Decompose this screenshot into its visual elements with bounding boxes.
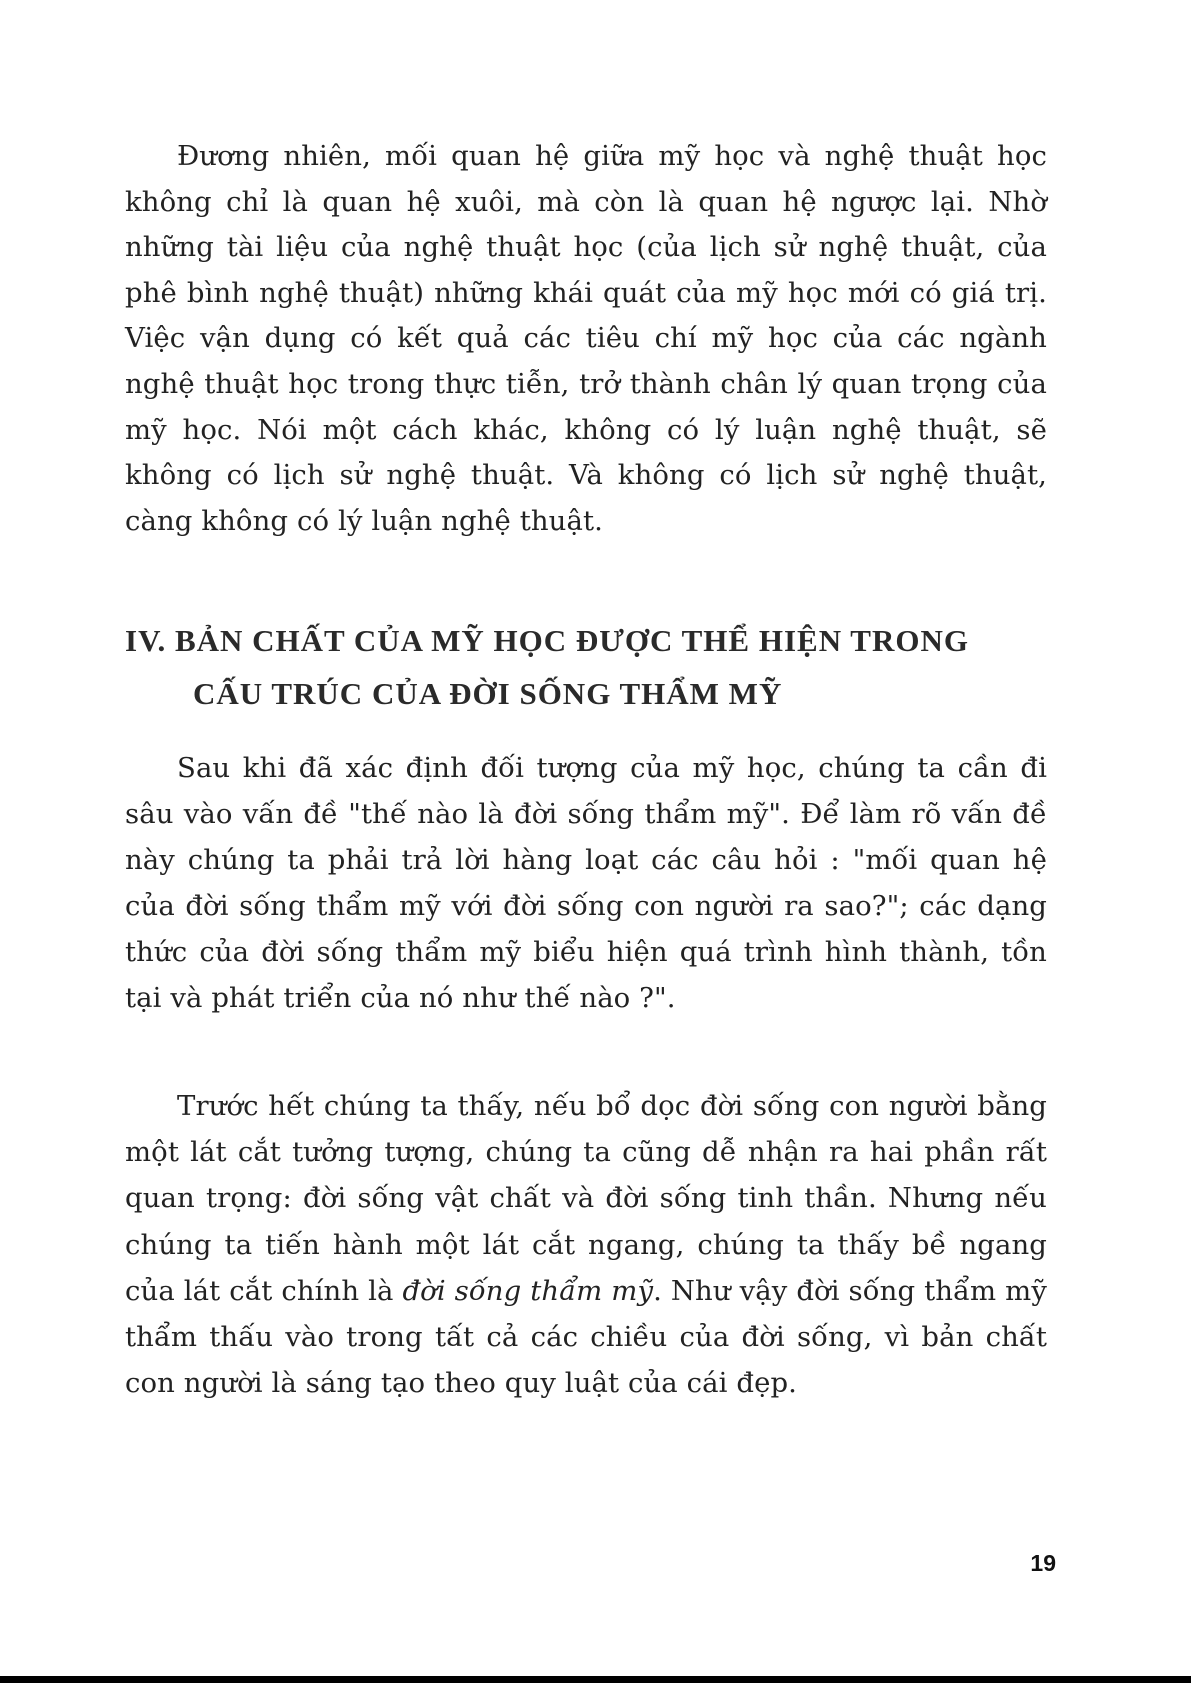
section-heading-iv [125,614,1055,720]
section-heading-line-1: IV. BẢN CHẤT CỦA MỸ HỌC ĐƯỢC THỂ HIỆN TRONG [125,623,969,658]
paragraph-3-emphasis: đời sống thẩm mỹ [402,1274,654,1307]
paragraph-3-text-start: Trước hết chúng ta thấy, nếu bổ dọc đời sống con người bằng một lát cắt tưởng tượng, chúng ta cũng dễ nhận ra hai phần rất quan trọng: đời sống vật chất và đời sống tinh thần. Nhưng nếu chúng ta tiến hành một lát cắt ngang, chúng ta thấy bề ngang của lát cắt chính là [125,1090,1047,1307]
paragraph-aesthetics-and-art-studies: Đương nhiên, mối quan hệ giữa mỹ học và nghệ thuật học không chỉ là quan hệ xuôi, mà còn là quan hệ ngược lại. Nhờ những tài liệu của nghệ thuật học (của lịch sử nghệ thuật, của phê bình nghệ thuật) những khái quát của mỹ học mới có giá trị. Việc vận dụng có kết quả các tiêu chí mỹ học của các ngành nghệ thuật học trong thực tiễn, trở thành chân lý quan trọng của mỹ học. Nói một cách khác, không có lý luận nghệ thuật, sẽ không có lịch sử nghệ thuật. Và không có lịch sử nghệ thuật, càng không có lý luận nghệ thuật. [125,140,1047,537]
paragraph-cross-section-of-life [125,1083,1047,1406]
scan-bottom-edge [0,1676,1191,1683]
paragraph-3-text-end: . Như vậy đời sống thẩm mỹ thẩm thấu vào trong tất cả các chiều của đời sống, vì bản chất con người là sáng tạo theo quy luật của cái đẹp. [125,1274,1047,1400]
section-heading-line-2: CẤU TRÚC CỦA ĐỜI SỐNG THẨM MỸ [193,676,783,711]
paragraph-aesthetic-life-question: Sau khi đã xác định đối tượng của mỹ học, chúng ta cần đi sâu vào vấn đề "thế nào là đời sống thẩm mỹ". Để làm rõ vấn đề này chúng ta phải trả lời hàng loạt các câu hỏi : "mối quan hệ của đời sống thẩm mỹ với đời sống con người ra sao?"; các dạng thức của đời sống thẩm mỹ biểu hiện quá trình hình thành, tồn tại và phát triển của nó như thế nào ?". [125,752,1047,1014]
page-number: 19 [1030,1550,1056,1576]
